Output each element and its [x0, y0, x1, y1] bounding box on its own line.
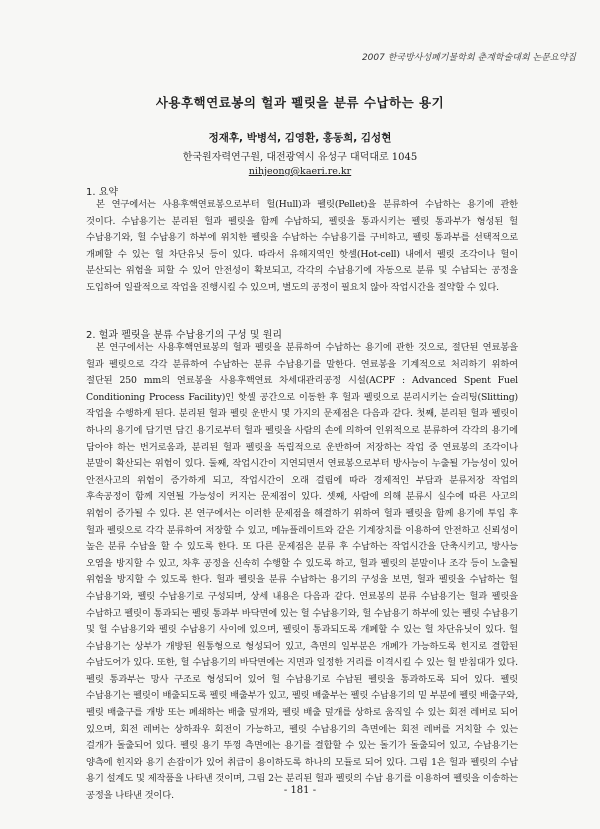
- author-email: [0, 166, 600, 177]
- author-list: 정재후, 박병석, 김영환, 홍동희, 김성현: [208, 132, 392, 144]
- section-heading-summary: 1. 요약: [86, 187, 119, 198]
- page-number: - 181 -: [283, 785, 317, 796]
- section-heading-structure: 2. 헐과 펠릿을 분류 수납용기의 구성 및 원리: [86, 330, 283, 341]
- affiliation: 한국원자력연구원, 대전광역시 유성구 대덕대로 1045: [182, 152, 418, 163]
- conference-header: 2007 한국방사성폐기물학회 춘계학술대회 논문요약집: [361, 53, 576, 63]
- section-body-structure: 본 연구에서는 사용후핵연료봉의 헐과 펠릿을 분류하여 수납하는 용기에 관한 것으로, 절단된 연료봉을 헐과 펠릿으로 각각 분류하여 수납하는 분류 수납용기를 말한다. 연료봉을 기계적으로 처리하기 위하여 절단된 250 mm의 연료봉을 사용후핵연료 차세대관리공정 시설(ACPF : Advanced Spent Fuel Conditioning Process Facility)인 핫셀 공간으로 이동한 후 헐과 펠릿으로 분리시키는 슬리팅(Slitting) 작업을 수행하게 된다. 분리된 헐과 펠릿 운반시 몇 가지의 문제점은 다음과 같다. 첫째, 분리된 헐과 펠릿이 하나의 용기에 담기면 담긴 용기로부터 헐과 펠릿을 사람의 손에 의하여 인위적으로 분류하여 각각의 용기에 담아야 하는 번거로움과, 분리된 헐과 펠릿을 독립적으로 운반하여 저장하는 작업 중 연료봉의 조각이나 분말이 확산되는 위험이 있다. 둘째, 작업시간이 지연되면서 연료봉으로부터 방사능이 누출될 가능성이 있어 안전사고의 위험이 증가하게 되고, 작업시간이 오래 걸림에 따라 경제적인 부담과 분류저장 작업의 후속공정이 함께 지연될 가능성이 커지는 문제점이 있다. 셋째, 사람에 의해 분류시 실수에 따른 사고의 위험이 증가될 수 있다. 본 연구에서는 이러한 문제점을 해결하기 위하여 헐과 펠릿을 함께 용기에 투입 후 헐과 펠릿으로 각각 분류하여 저장할 수 있고, 메뉴플레이트와 같은 기계장치를 이용하여 안전하고 신뢰성이 높은 분류 수납을 할 수 있도록 한다. 또 다른 문제점은 분류 후 수납하는 작업시간을 단축시키고, 방사능 오염을 방지할 수 있고, 차후 공정을 신속히 수행할 수 있도록 하고, 헐과 펠릿의 분말이나 조각 등이 노출될 위험을 방지할 수 있도록 한다. 헐과 펠릿을 분류 수납하는 용기의 구성을 보면, 헐과 펠릿을 수납하는 헐 수납용기와, 펠릿 수납용기로 구성되며, 상세 내용은 다음과 같다. 연료봉의 분류 수납용기는 헐과 펠릿을 수납하고 펠릿이 통과되는 펠릿 통과부 바닥면에 있는 헐 수납용기와, 헐 수납용기 하부에 있는 펠릿 수납용기 및 헐 수납용기와 펠릿 수납용기 사이에 있으며, 펠릿이 통과되도록 개폐할 수 있는 헐 차단유닛이 있다. 헐 수납용기는 상부가 개방된 원통형으로 형성되어 있고, 측면의 일부분은 개폐가 가능하도록 힌지로 결합된 수납도어가 있다. 또한, 헐 수납용기의 바닥면에는 지면과 일정한 거리를 이격시킬 수 있는 헐 받침대가 있다. 펠릿 통과부는 망사 구조로 형성되어 있어 헐 수납용기로 수납된 펠릿을 통과하도록 되어 있다. 펠릿 수납용기는 펠릿이 배출되도록 펠릿 배출부가 있고, 펠릿 배출부는 펠릿 수납용기의 밑 부분에 펠릿 배출구와, 펠릿 배출구를 개방 또는 폐쇄하는 배출 덮개와, 펠릿 배출 덮개를 상하로 움직일 수 있는 회전 레버로 되어 있으며, 회전 레버는 상하좌우 회전이 가능하고, 펠릿 수납용기의 측면에는 회전 레버를 거치할 수 있는 걸개가 돌출되어 있다. 펠릿 용기 뚜껑 측면에는 용기를 결합할 수 있는 돌기가 돌출되어 있고, 수납용기는 양측에 힌지와 용기 손잡이가 있어 취급이 용이하도록 하나의 모듈로 되어 있다. 그림 1은 헐과 펠릿의 수납 용기 설계도 및 제작품을 나타낸 것이며, 그림 2는 분리된 헐과 펠릿의 수납 용기를 이용하여 펠릿을 이송하는 공정을 나타낸 것이다.: [86, 342, 518, 802]
- email-link[interactable]: nihjeong@kaeri.re.kr: [248, 166, 352, 177]
- section-body-summary: 본 연구에서는 사용후핵연료봉으로부터 헐(Hull)과 펠릿(Pellet)을 분류하여 수납하는 용기에 관한 것이다. 수납용기는 분리된 헐과 펠릿을 함께 수납하되, 펠릿을 통과시키는 펠릿 통과부가 형성된 헐 수납용기와, 헐 수납용기 하부에 위치한 펠릿을 수납하는 수납용기를 구비하고, 펠릿 통과부를 선택적으로 개폐할 수 있는 헐 차단유닛 등이 있다. 따라서 유해지역인 핫셀(Hot-cell) 내에서 펠릿 조각이나 헐이 분산되는 위험을 피할 수 있어 안전성이 확보되고, 각각의 수납용기에 자동으로 분류 및 수납되는 공정을 도입하여 일괄적으로 작업을 진행시킬 수 있으며, 별도의 공정이 필요치 않아 작업시간을 절약할 수 있다.: [86, 199, 518, 293]
- paper-title: 사용후핵연료봉의 헐과 펠릿을 분류 수납하는 용기: [155, 95, 445, 110]
